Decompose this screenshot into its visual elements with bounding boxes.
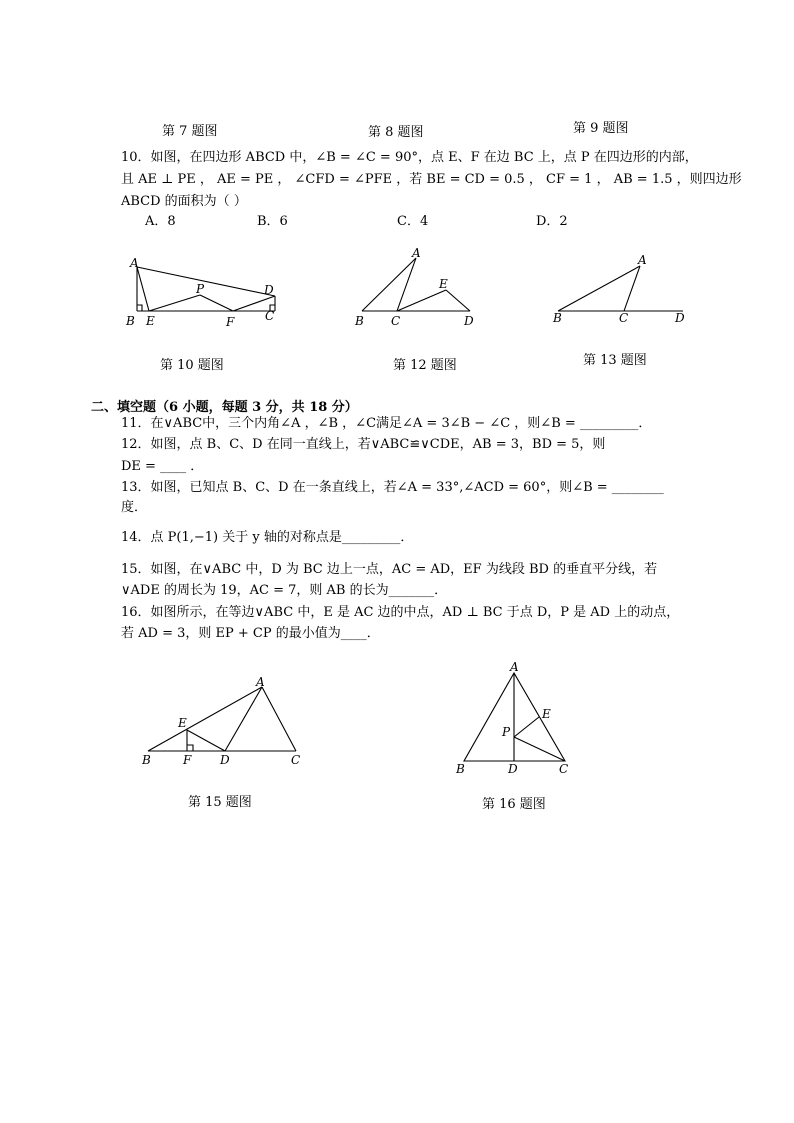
caption-q12: 第 12 题图 <box>393 358 457 373</box>
q10-line1: 10．如图，在四边形 ABCD 中，∠B = ∠C = 90°，点 E、F 在边 BC 上，点 P 在四边形的内部， <box>121 150 698 165</box>
fig10-label-b: B <box>126 314 135 328</box>
fig10-label-c: C <box>265 309 275 323</box>
fig15-label-a: A <box>256 675 265 689</box>
fig10-label-e: E <box>146 314 155 328</box>
fig15-label-e: E <box>178 716 187 730</box>
fig13-label-d: D <box>675 311 685 325</box>
fig12-label-c: C <box>391 314 401 328</box>
fig12-label-b: B <box>355 314 364 328</box>
fig16-label-e: E <box>542 707 551 721</box>
caption-q7: 第 7 题图 <box>162 124 218 139</box>
fig13-label-a: A <box>638 253 647 267</box>
caption-q10: 第 10 题图 <box>160 358 224 373</box>
q12-line1: 12．如图，点 B、C、D 在同一直线上，若∨ABC≌∨CDE，AB = 3，BD = 5，则 <box>121 437 606 452</box>
caption-q9: 第 9 题图 <box>573 121 629 136</box>
q16-line1: 16．如图所示，在等边∨ABC 中，E 是 AC 边的中点，AD ⊥ BC 于点 D，P 是 AD 上的动点， <box>121 605 680 620</box>
fig15-label-c: C <box>291 753 301 767</box>
fig10-label-a: A <box>130 256 139 270</box>
q15-line1: 15．如图，在∨ABC 中，D 为 BC 边上一点，AC = AD，EF 为线段 BD 的垂直平分线，若 <box>121 562 658 577</box>
caption-q13: 第 13 题图 <box>583 353 647 368</box>
q10-option-b: B．6 <box>257 214 288 229</box>
fig10-label-d: D <box>264 283 274 297</box>
q11-text: 11．在∨ABC中，三个内角∠A ，∠B ，∠C满足∠A = 3∠B − ∠C ，则∠B = _________． <box>121 416 652 431</box>
caption-q15: 第 15 题图 <box>188 795 252 810</box>
q10-line2: 且 AE ⊥ PE ， AE = PE ， ∠CFD = ∠PFE ，若 BE = CD = 0.5 ， CF = 1 ， AB = 1.5 ，则四边形 <box>121 172 742 187</box>
q12-line2: DE = ____ ． <box>121 459 204 474</box>
q14-text: 14．点 P(1,−1) 关于 y 轴的对称点是_________． <box>121 530 414 545</box>
fig10-label-p: P <box>196 282 205 296</box>
fig13-label-c: C <box>619 311 629 325</box>
caption-q16: 第 16 题图 <box>482 797 546 812</box>
fig16-label-b: B <box>456 762 465 776</box>
q10-option-a: A．8 <box>145 214 176 229</box>
fig15-label-d: D <box>220 753 230 767</box>
section-title: 二、填空题（6 小题，每题 3 分，共 18 分） <box>91 400 358 415</box>
caption-q8: 第 8 题图 <box>368 125 424 140</box>
fig16-label-d: D <box>508 762 518 776</box>
q10-option-d: D．2 <box>536 214 568 229</box>
fig16-label-a: A <box>510 660 519 674</box>
q16-line2: 若 AD = 3，则 EP + CP 的最小值为____． <box>121 626 380 641</box>
fig13-label-b: B <box>553 311 562 325</box>
fig15-label-b: B <box>142 753 151 767</box>
fig12-label-d: D <box>464 314 474 328</box>
fig16-label-p: P <box>502 725 511 739</box>
q15-line2: ∨ADE 的周长为 19，AC = 7，则 AB 的长为_______． <box>121 583 448 598</box>
fig12-label-a: A <box>412 246 421 260</box>
fig10-label-f: F <box>226 315 235 329</box>
fig15-label-f: F <box>183 753 192 767</box>
fig16-label-c: C <box>559 762 569 776</box>
fig12-label-e: E <box>439 277 448 291</box>
q10-option-c: C．4 <box>397 214 429 229</box>
q13-line2: 度． <box>121 500 148 515</box>
q10-line3: ABCD 的面积为（ ） <box>121 194 247 209</box>
q13-line1: 13．如图，已知点 B、C、D 在一条直线上，若∠A = 33°,∠ACD = 60°，则∠B = ________ <box>121 480 664 495</box>
